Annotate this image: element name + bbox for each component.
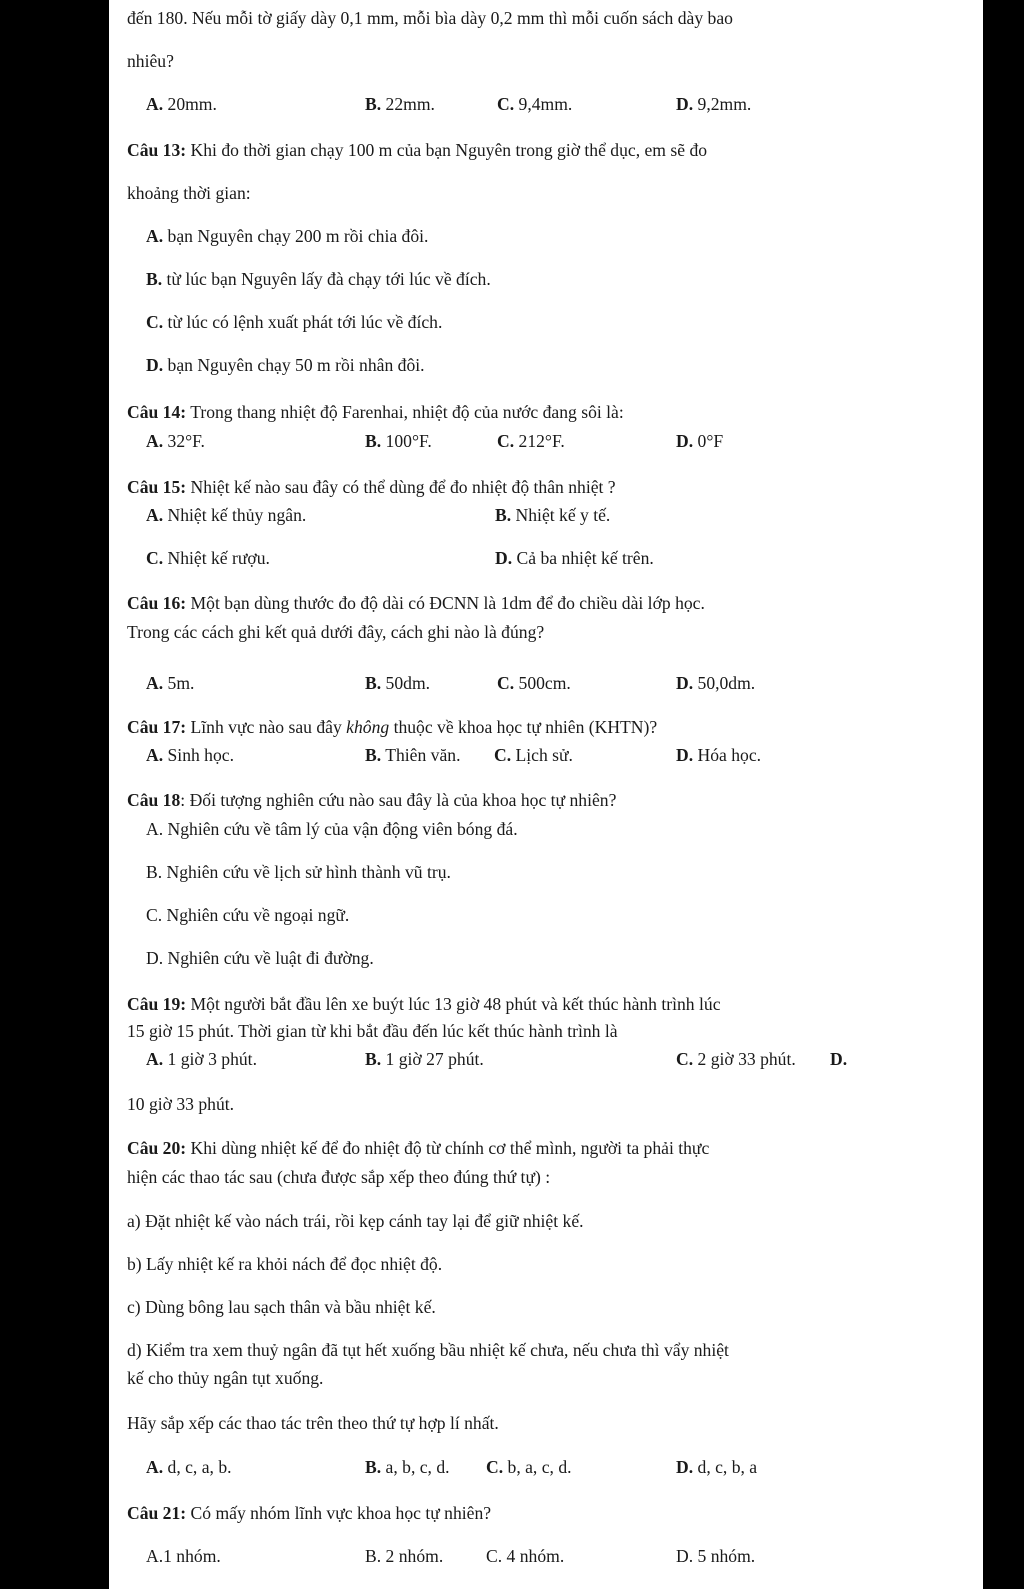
q20-step-d-2: kế cho thủy ngân tụt xuống. [127,1368,324,1388]
q14-label: Câu 14: [127,402,187,422]
q20-prompt: Hãy sắp xếp các thao tác trên theo thứ tự hợp lí nhất. [127,1413,499,1433]
q18-option-a[interactable]: A. Nghiên cứu về tâm lý của vận động viên bóng đá. [146,819,518,839]
q18-option-c[interactable]: C. Nghiên cứu về ngoại ngữ. [146,905,350,925]
q13-option-d[interactable]: D. bạn Nguyên chạy 50 m rồi nhân đôi. [146,355,425,375]
q17-text-after: thuộc về khoa học tự nhiên (KHTN)? [389,717,658,737]
q16-option-d[interactable]: D. 50,0dm. [676,673,756,693]
q17-text-before: Lĩnh vực nào sau đây [186,717,347,737]
q20-step-a: a) Đặt nhiệt kế vào nách trái, rồi kẹp cánh tay lại để giữ nhiệt kế. [127,1211,584,1231]
q12-option-c[interactable]: C. 9,4mm. [497,94,573,114]
q16-label: Câu 16: [127,593,187,613]
q12-option-a[interactable]: A. 20mm. [146,94,217,114]
q20-stem-1 [109,1133,983,1163]
q21-option-a[interactable]: A.1 nhóm. [146,1546,221,1566]
q14-stem [109,397,983,427]
q18-label: Câu 18 [127,790,181,810]
q20-options [109,1452,983,1482]
q19-option-d-letter[interactable]: D. [830,1049,848,1069]
q19-label: Câu 19: [127,994,187,1014]
q13-option-b[interactable]: B. từ lúc bạn Nguyên lấy đà chạy tới lúc về đích. [146,269,491,289]
q19-stem-2 [109,1016,983,1046]
q21-option-c[interactable]: C. 4 nhóm. [486,1546,565,1566]
q13-text-2: khoảng thời gian: [127,183,251,203]
q20-step-c: c) Dùng bông lau sạch thân và bầu nhiệt kế. [127,1297,436,1317]
q16-option-a[interactable]: A. 5m. [146,673,195,693]
q12-line-2 [109,46,983,76]
q17-option-b[interactable]: B. Thiên văn. [365,745,461,765]
q18-option-b[interactable]: B. Nghiên cứu về lịch sử hình thành vũ trụ. [146,862,451,882]
q19-option-c[interactable]: C. 2 giờ 33 phút. [676,1049,796,1069]
q15-option-b[interactable]: B. Nhiệt kế y tế. [495,505,611,525]
q17-options [109,740,983,770]
q17-option-d[interactable]: D. Hóa học. [676,745,762,765]
q19-options [109,1044,983,1074]
q15-option-a[interactable]: A. Nhiệt kế thủy ngân. [146,505,307,525]
q21-stem [109,1498,983,1528]
q20-text-1: Khi dùng nhiệt kế để đo nhiệt độ từ chính cơ thể mình, người ta phải thực [186,1138,710,1158]
q16-text-1: Một bạn dùng thước đo độ dài có ĐCNN là 1dm để đo chiều dài lớp học. [186,593,705,613]
q15-option-c[interactable]: C. Nhiệt kế rượu. [146,548,270,568]
q18-stem [109,785,983,815]
q14-options [109,426,983,456]
q17-stem [109,712,983,742]
q19-option-d-text: 10 giờ 33 phút. [127,1094,235,1114]
q19-option-d[interactable] [109,1089,983,1119]
q13-text-1: Khi đo thời gian chạy 100 m của bạn Nguyên trong giờ thể dục, em sẽ đo [186,140,708,160]
q12-option-b[interactable]: B. 22mm. [365,94,435,114]
q19-option-b[interactable]: B. 1 giờ 27 phút. [365,1049,484,1069]
q18-text: : Đối tượng nghiên cứu nào sau đây là của khoa học tự nhiên? [180,790,617,810]
q18-option-d[interactable]: D. Nghiên cứu về luật đi đường. [146,948,374,968]
q21-text: Có mấy nhóm lĩnh vực khoa học tự nhiên? [186,1503,492,1523]
q12-text-1: đến 180. Nếu mỗi tờ giấy dày 0,1 mm, mỗi bìa dày 0,2 mm thì mỗi cuốn sách dày bao [127,8,733,28]
q16-options [109,668,983,698]
q17-option-c[interactable]: C. Lịch sử. [494,745,573,765]
q15-options-row-2 [109,543,983,573]
q21-option-b[interactable]: B. 2 nhóm. [365,1546,444,1566]
q13-option-a[interactable]: A. bạn Nguyên chạy 200 m rồi chia đôi. [146,226,429,246]
q17-option-a[interactable]: A. Sinh học. [146,745,234,765]
q12-option-d[interactable]: D. 9,2mm. [676,94,752,114]
q13-stem-2 [109,178,983,208]
q13-label: Câu 13: [127,140,187,160]
q21-label: Câu 21: [127,1503,187,1523]
q20-option-d[interactable]: D. d, c, b, a [676,1457,758,1477]
q20-option-c[interactable]: C. b, a, c, d. [486,1457,572,1477]
q17-label: Câu 17: [127,717,187,737]
q20-step-d-1: d) Kiểm tra xem thuỷ ngân đã tụt hết xuống bầu nhiệt kế chưa, nếu chưa thì vẩy nhiệt [127,1340,729,1360]
q15-label: Câu 15: [127,477,187,497]
q19-stem-1 [109,989,983,1019]
q16-stem-2 [109,617,983,647]
q13-stem-1 [109,135,983,165]
q16-option-b[interactable]: B. 50dm. [365,673,431,693]
q13-option-c[interactable]: C. từ lúc có lệnh xuất phát tới lúc về đích. [146,312,443,332]
q12-text-2: nhiêu? [127,51,174,71]
q15-options-row-1 [109,500,983,530]
q17-text-italic: không [346,717,390,737]
q20-stem-2 [109,1162,983,1192]
q20-label: Câu 20: [127,1138,187,1158]
q21-options [109,1541,983,1571]
q19-text-2: 15 giờ 15 phút. Thời gian từ khi bắt đầu đến lúc kết thúc hành trình là [127,1021,618,1041]
q20-step-b: b) Lấy nhiệt kế ra khỏi nách để đọc nhiệt độ. [127,1254,443,1274]
q12-line-1 [109,3,983,33]
document-page [109,0,983,1589]
q20-option-a[interactable]: A. d, c, a, b. [146,1457,232,1477]
q15-option-d[interactable]: D. Cả ba nhiệt kế trên. [495,548,654,568]
q16-text-2: Trong các cách ghi kết quả dưới đây, cách ghi nào là đúng? [127,622,545,642]
q14-option-d[interactable]: D. 0°F [676,431,724,451]
q19-text-1: Một người bắt đầu lên xe buýt lúc 13 giờ 48 phút và kết thúc hành trình lúc [186,994,721,1014]
q14-option-b[interactable]: B. 100°F. [365,431,432,451]
q15-text: Nhiệt kế nào sau đây có thể dùng để đo nhiệt độ thân nhiệt ? [186,477,616,497]
q21-option-d[interactable]: D. 5 nhóm. [676,1546,756,1566]
q12-options [109,89,983,119]
q15-stem [109,472,983,502]
q20-text-2: hiện các thao tác sau (chưa được sắp xếp theo đúng thứ tự) : [127,1167,551,1187]
q14-option-c[interactable]: C. 212°F. [497,431,565,451]
q16-stem-1 [109,588,983,618]
q16-option-c[interactable]: C. 500cm. [497,673,571,693]
q14-option-a[interactable]: A. 32°F. [146,431,205,451]
q14-text: Trong thang nhiệt độ Farenhai, nhiệt độ của nước đang sôi là: [186,402,624,422]
q20-option-b[interactable]: B. a, b, c, d. [365,1457,450,1477]
q19-option-a[interactable]: A. 1 giờ 3 phút. [146,1049,257,1069]
